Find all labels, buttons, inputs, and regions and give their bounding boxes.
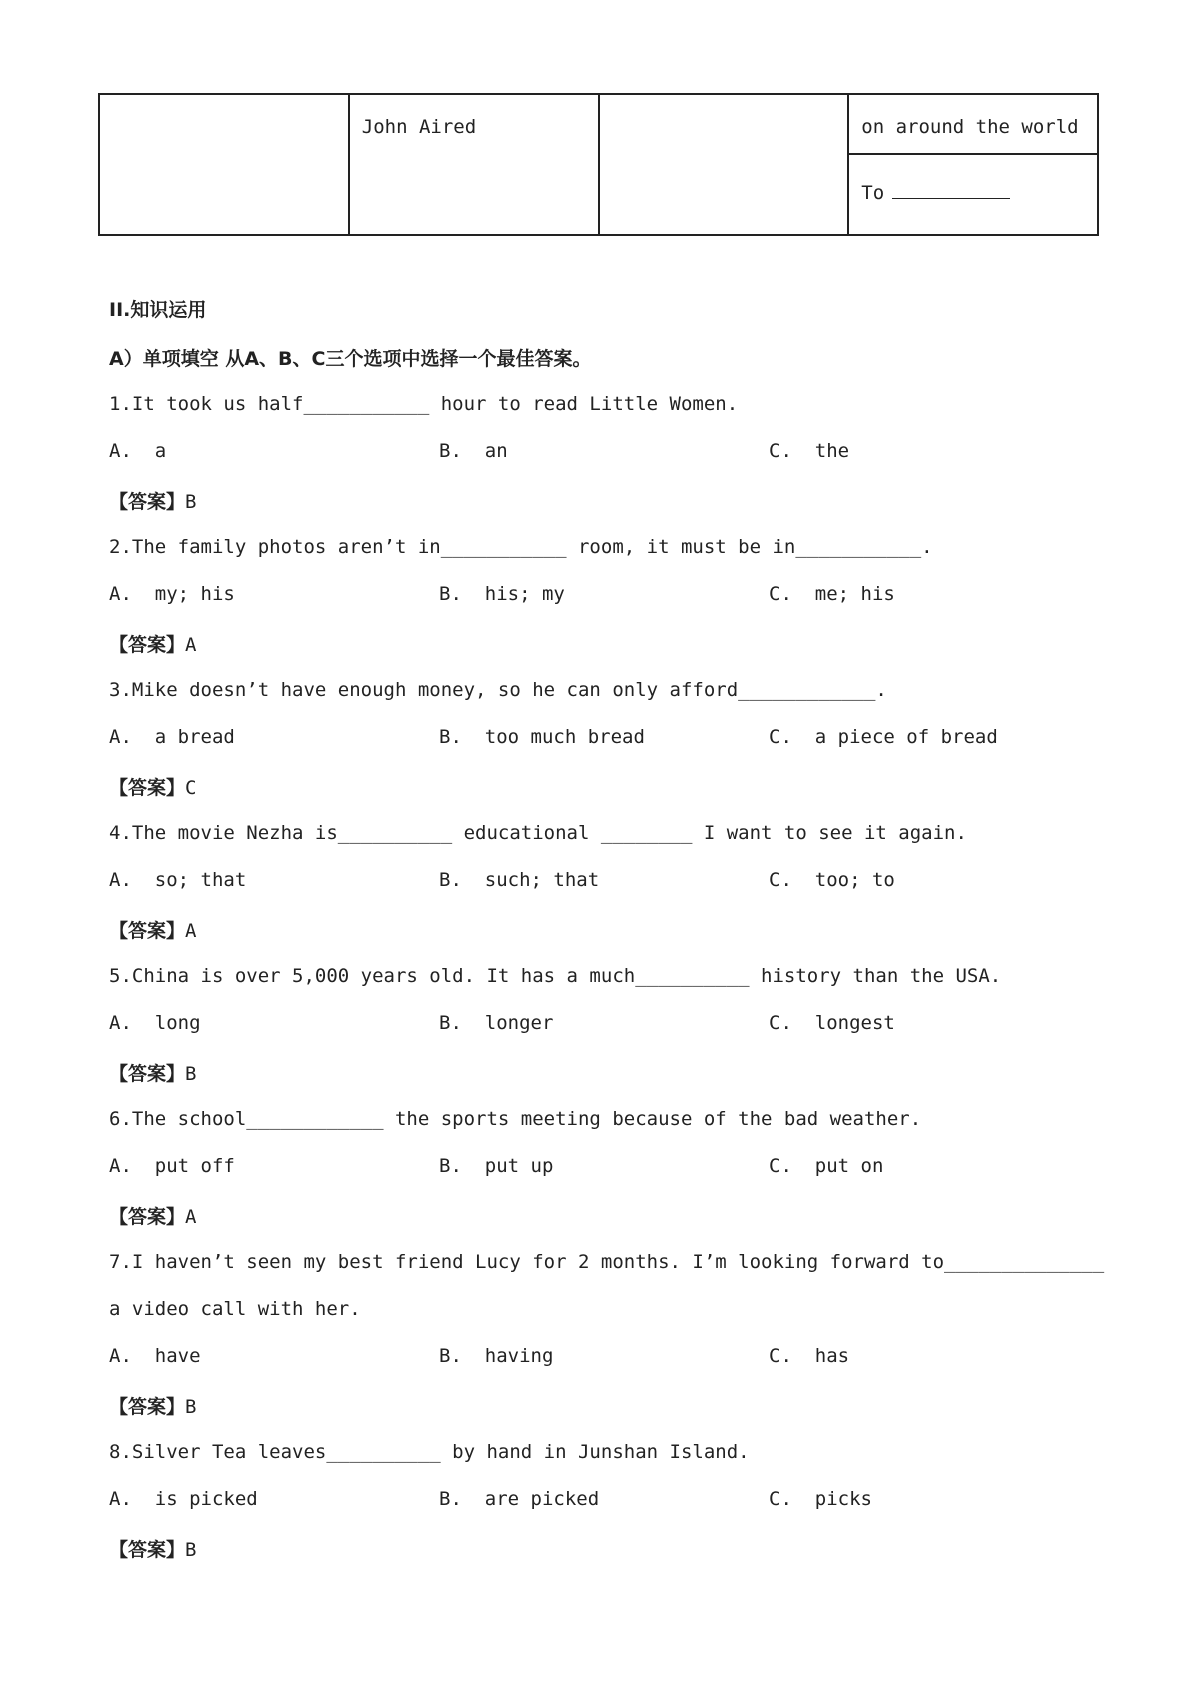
table-cell-empty-1 xyxy=(99,94,349,235)
answer-tag: 【答案】 xyxy=(109,1539,186,1561)
options-1 xyxy=(109,440,1109,470)
options-6 xyxy=(109,1155,1109,1185)
option-c[interactable]: C. longest xyxy=(769,1012,895,1034)
answer-tag: 【答案】 xyxy=(109,777,186,799)
answer-7 xyxy=(109,1392,196,1419)
answer-2 xyxy=(109,630,196,657)
answer-8 xyxy=(109,1535,196,1562)
answer-value: B xyxy=(185,1539,197,1561)
question-8: 8.Silver Tea leaves__________ by hand in Junshan Island. xyxy=(109,1441,750,1463)
section-heading: II.知识运用 xyxy=(109,299,207,321)
table-cell-name xyxy=(349,94,599,235)
option-c[interactable]: C. too; to xyxy=(769,869,895,891)
section-instruction: A）单项填空 从A、B、C三个选项中选择一个最佳答案。 xyxy=(109,348,592,370)
option-a[interactable]: A. long xyxy=(109,1012,201,1034)
question-3: 3.Mike doesn’t have enough money, so he can only afford____________. xyxy=(109,679,887,701)
answer-1 xyxy=(109,487,196,514)
option-a[interactable]: A. my; his xyxy=(109,583,235,605)
option-b[interactable]: B. such; that xyxy=(439,869,600,891)
answer-5 xyxy=(109,1059,196,1086)
question-6: 6.The school____________ the sports meeting because of the bad weather. xyxy=(109,1108,922,1130)
option-c[interactable]: C. a piece of bread xyxy=(769,726,998,748)
option-a[interactable]: A. so; that xyxy=(109,869,247,891)
question-2: 2.The family photos aren’t in___________ room, it must be in___________. xyxy=(109,536,933,558)
question-5: 5.China is over 5,000 years old. It has a much__________ history than the USA. xyxy=(109,965,1002,987)
table-to-text: To xyxy=(861,182,885,204)
answer-4 xyxy=(109,916,196,943)
table-name-text: John Aired xyxy=(361,116,477,138)
question-7: 7.I haven’t seen my best friend Lucy for 2 months. I’m looking forward to______________ a video call with her. xyxy=(109,1251,1116,1320)
answer-6 xyxy=(109,1202,196,1229)
answer-tag: 【答案】 xyxy=(109,920,186,942)
option-b[interactable]: B. longer xyxy=(439,1012,554,1034)
answer-value: B xyxy=(185,1063,197,1085)
answer-tag: 【答案】 xyxy=(109,1063,186,1085)
answer-tag: 【答案】 xyxy=(109,634,186,656)
answer-tag: 【答案】 xyxy=(109,1206,186,1228)
answer-value: B xyxy=(185,1396,197,1418)
option-c[interactable]: C. put on xyxy=(769,1155,884,1177)
option-c[interactable]: C. picks xyxy=(769,1488,872,1510)
answer-3 xyxy=(109,773,196,800)
option-c[interactable]: C. me; his xyxy=(769,583,895,605)
option-a[interactable]: A. have xyxy=(109,1345,201,1367)
answer-value: B xyxy=(185,491,197,513)
option-c[interactable]: C. has xyxy=(769,1345,850,1367)
option-b[interactable]: B. put up xyxy=(439,1155,554,1177)
option-b[interactable]: B. too much bread xyxy=(439,726,645,748)
options-3 xyxy=(109,726,1109,756)
answer-value: A xyxy=(185,920,197,942)
options-8 xyxy=(109,1488,1109,1518)
info-table xyxy=(98,93,1099,236)
option-c[interactable]: C. the xyxy=(769,440,850,462)
table-topic-text: on around the world xyxy=(861,116,1079,138)
answer-tag: 【答案】 xyxy=(109,491,186,513)
options-2 xyxy=(109,583,1109,613)
option-a[interactable]: A. a xyxy=(109,440,167,462)
options-5 xyxy=(109,1012,1109,1042)
fill-blank-line[interactable] xyxy=(892,197,1010,199)
table-cell-empty-2 xyxy=(599,94,849,235)
table-cell-topic xyxy=(848,94,1098,154)
question-1: 1.It took us half___________ hour to read Little Women. xyxy=(109,393,739,415)
answer-value: A xyxy=(185,634,197,656)
options-7 xyxy=(109,1345,1109,1375)
answer-value: C xyxy=(185,777,197,799)
question-4: 4.The movie Nezha is__________ educational ________ I want to see it again. xyxy=(109,822,967,844)
option-a[interactable]: A. is picked xyxy=(109,1488,258,1510)
option-b[interactable]: B. his; my xyxy=(439,583,565,605)
option-a[interactable]: A. a bread xyxy=(109,726,235,748)
answer-tag: 【答案】 xyxy=(109,1396,186,1418)
table-cell-to xyxy=(848,154,1098,235)
option-b[interactable]: B. an xyxy=(439,440,508,462)
answer-value: A xyxy=(185,1206,197,1228)
option-a[interactable]: A. put off xyxy=(109,1155,235,1177)
option-b[interactable]: B. having xyxy=(439,1345,554,1367)
options-4 xyxy=(109,869,1109,899)
option-b[interactable]: B. are picked xyxy=(439,1488,600,1510)
